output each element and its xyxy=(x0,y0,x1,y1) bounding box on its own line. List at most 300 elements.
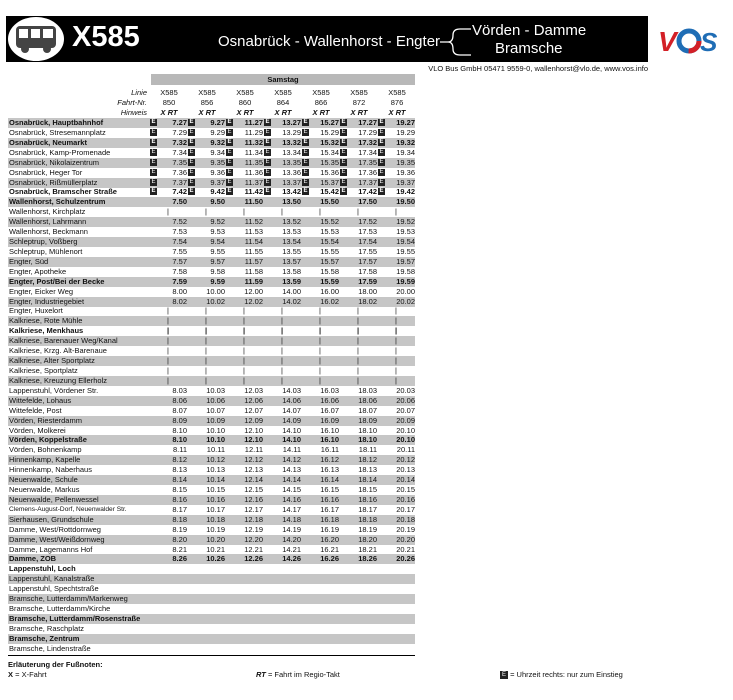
einstieg-icon: E xyxy=(227,138,232,145)
departure-time: 19.37 xyxy=(396,177,415,187)
stop-name: Engter, Apotheke xyxy=(9,266,67,276)
departure-time: 12.00 xyxy=(244,286,263,296)
table-row xyxy=(8,435,415,445)
einstieg-icon: E xyxy=(265,119,270,125)
departure-time: 10.10 xyxy=(206,425,225,435)
table-row xyxy=(8,217,415,227)
stop-name: Kalkriese, Rote Mühle xyxy=(9,316,83,326)
table-row xyxy=(8,168,415,178)
table-row xyxy=(8,336,415,346)
table-row xyxy=(8,187,415,197)
stop-name: Lappenstuhl, Loch xyxy=(9,564,76,574)
departure-time: | xyxy=(281,346,283,356)
stop-name: Vörden, Riesterdamm xyxy=(9,415,82,425)
departure-time: 14.26 xyxy=(282,554,301,564)
departure-time: 7.29 xyxy=(172,127,187,137)
departure-time: 12.21 xyxy=(244,544,263,554)
departure-time: 10.00 xyxy=(206,286,225,296)
stop-name: Osnabrück, Hauptbahnhof xyxy=(9,118,104,127)
hinweis-x-rt-icon: X RT xyxy=(274,108,292,117)
stop-name: Neuenwalde, Pellenwessel xyxy=(9,494,99,504)
stop-name: Vörden, Bohnenkamp xyxy=(9,445,82,455)
stop-name: Schleptrup, Mühlenort xyxy=(9,246,83,256)
stop-name: Wallenhorst, Schulzentrum xyxy=(9,197,106,207)
departure-time: 10.12 xyxy=(206,455,225,465)
stop-name: Wittefelde, Lohaus xyxy=(9,395,72,405)
stop-name: Wittefelde, Post xyxy=(9,405,62,415)
departure-time: 11.50 xyxy=(244,197,263,207)
table-row xyxy=(8,356,415,366)
table-row xyxy=(8,614,415,624)
departure-time: | xyxy=(319,346,321,356)
table-row xyxy=(8,178,415,188)
table-row xyxy=(8,426,415,436)
departure-time: 20.03 xyxy=(396,385,415,395)
table-row xyxy=(8,505,415,515)
table-row xyxy=(8,445,415,455)
departure-time: | xyxy=(166,326,170,336)
departure-time: 10.21 xyxy=(206,544,225,554)
departure-time: 9.55 xyxy=(210,246,225,256)
table-row xyxy=(8,535,415,545)
departure-time: 14.02 xyxy=(282,296,301,306)
departure-time: 12.17 xyxy=(244,504,263,514)
departure-time: 13.58 xyxy=(282,266,301,276)
departure-time: 12.19 xyxy=(244,524,263,534)
departure-time: 14.12 xyxy=(282,455,301,465)
einstieg-icon: E xyxy=(303,188,308,195)
departure-time: 9.42 xyxy=(210,187,225,197)
departure-time: | xyxy=(167,375,169,385)
departure-time: 17.34 xyxy=(358,147,377,157)
departure-time: 17.57 xyxy=(358,256,377,266)
einstieg-icon: E xyxy=(265,188,270,195)
table-row xyxy=(8,306,415,316)
departure-time: | xyxy=(395,375,397,385)
departure-time: 12.07 xyxy=(244,405,263,415)
departure-time: 12.18 xyxy=(244,514,263,524)
departure-time: 8.18 xyxy=(172,514,187,524)
departure-time: | xyxy=(243,316,245,326)
column-fahrt-nr: 866 xyxy=(314,98,328,107)
departure-time: 13.35 xyxy=(282,157,301,167)
departure-time: 12.12 xyxy=(244,455,263,465)
column-linie: X585 xyxy=(350,88,368,97)
einstieg-icon: E xyxy=(151,168,156,175)
departure-time: | xyxy=(167,356,169,366)
departure-time: 13.29 xyxy=(282,127,301,137)
table-row xyxy=(8,277,415,287)
table-row xyxy=(8,495,415,505)
departure-time: 20.20 xyxy=(396,534,415,544)
departure-time: 20.14 xyxy=(396,475,415,485)
einstieg-icon: E xyxy=(341,128,346,135)
departure-time: | xyxy=(319,356,321,366)
table-row xyxy=(8,406,415,416)
departure-time: 10.06 xyxy=(206,395,225,405)
departure-time: 10.20 xyxy=(206,534,225,544)
departure-time: 9.36 xyxy=(210,167,225,177)
departure-time: 18.20 xyxy=(358,534,377,544)
departure-time: 20.07 xyxy=(396,405,415,415)
departure-time: 12.20 xyxy=(244,534,263,544)
departure-time: 9.52 xyxy=(210,217,225,227)
departure-time: 20.09 xyxy=(396,415,415,425)
departure-time: 9.57 xyxy=(210,256,225,266)
departure-time: 13.42 xyxy=(282,187,301,197)
departure-time: 18.10 xyxy=(358,425,377,435)
departure-time: 18.19 xyxy=(358,524,377,534)
departure-time: | xyxy=(395,207,397,217)
departure-time: 10.03 xyxy=(206,385,225,395)
departure-time: 7.36 xyxy=(172,167,187,177)
departure-time: 13.32 xyxy=(282,137,301,147)
stop-name: Kalkriese, Menkhaus xyxy=(9,326,84,336)
departure-time: | xyxy=(205,306,207,316)
einstieg-icon: E xyxy=(303,168,308,175)
departure-time: 16.10 xyxy=(320,425,339,435)
stop-name: Engter, Süd xyxy=(9,256,49,266)
departure-time: 17.27 xyxy=(358,118,377,127)
departure-time: 9.27 xyxy=(210,118,225,127)
stop-name: Schleptrup, Voßberg xyxy=(9,237,78,247)
departure-time: 7.37 xyxy=(172,177,187,187)
departure-time: 18.10 xyxy=(358,435,377,445)
departure-time: 10.10 xyxy=(206,435,225,445)
departure-time: 17.29 xyxy=(358,127,377,137)
line-number: X585 xyxy=(72,21,140,53)
departure-time: 15.34 xyxy=(320,147,339,157)
departure-time: 13.50 xyxy=(282,197,301,207)
departure-time: 8.17 xyxy=(172,504,187,514)
departure-time: 13.59 xyxy=(282,276,301,286)
departure-time: 8.13 xyxy=(172,465,187,475)
einstieg-icon: E xyxy=(303,128,308,135)
column-linie: X585 xyxy=(198,88,216,97)
departure-time: 16.10 xyxy=(320,435,339,445)
footnote-x-text: = X-Fahrt xyxy=(15,670,47,679)
departure-time: 10.19 xyxy=(206,524,225,534)
departure-time: 9.54 xyxy=(210,237,225,247)
stop-name: Engter, Huxelort xyxy=(9,306,63,316)
departure-time: 8.15 xyxy=(172,485,187,495)
table-row xyxy=(8,386,415,396)
einstieg-icon: E xyxy=(379,119,384,125)
einstieg-icon: E xyxy=(227,188,232,195)
departure-time: 12.06 xyxy=(244,395,263,405)
table-row xyxy=(8,594,415,604)
einstieg-icon: E xyxy=(189,128,194,135)
departure-time: 19.42 xyxy=(396,187,415,197)
departure-time: | xyxy=(395,366,397,375)
departure-time: 10.18 xyxy=(206,514,225,524)
table-row xyxy=(8,624,415,634)
stop-name: Hinnenkamp, Naberhaus xyxy=(9,465,92,475)
einstieg-icon: E xyxy=(341,188,346,195)
stop-name: Sierhausen, Grundschule xyxy=(9,514,94,524)
stop-name: Osnabrück, Stresemannplatz xyxy=(9,127,106,137)
stop-name: Engter, Eicker Weg xyxy=(9,286,74,296)
departure-time: 8.19 xyxy=(172,524,187,534)
departure-time: 11.32 xyxy=(244,137,263,147)
departure-time: 9.59 xyxy=(210,276,225,286)
departure-time: 16.12 xyxy=(320,455,339,465)
departure-time: | xyxy=(205,356,207,366)
einstieg-icon: E xyxy=(303,119,308,125)
departure-time: 7.32 xyxy=(172,137,187,147)
hinweis-x-rt-icon: X RT xyxy=(350,108,368,117)
departure-time: 18.06 xyxy=(358,395,377,405)
departure-time: 8.09 xyxy=(172,415,187,425)
table-row xyxy=(8,604,415,614)
footnote-e-text: = Uhrzeit rechts: nur zum Einstieg xyxy=(510,670,623,679)
hinweis-x-rt-icon: X RT xyxy=(236,108,254,117)
departure-time: | xyxy=(281,336,283,346)
departure-time: 12.13 xyxy=(244,465,263,475)
column-fahrt-nr: 850 xyxy=(162,98,176,107)
departure-time: | xyxy=(357,346,359,356)
stop-name: Wallenhorst, Kirchplatz xyxy=(9,207,86,217)
departure-time: 17.59 xyxy=(358,276,377,286)
departure-time: 15.29 xyxy=(320,127,339,137)
table-row xyxy=(8,227,415,237)
einstieg-icon: E xyxy=(379,158,384,165)
departure-time: 8.10 xyxy=(172,425,187,435)
departure-time: 16.09 xyxy=(320,415,339,425)
table-row xyxy=(8,574,415,584)
table-row xyxy=(8,247,415,257)
departure-time: 13.57 xyxy=(282,256,301,266)
table-row xyxy=(8,485,415,495)
departure-time: 18.16 xyxy=(358,494,377,504)
table-row xyxy=(8,158,415,168)
einstieg-icon: E xyxy=(189,119,194,125)
einstieg-icon: E xyxy=(189,188,194,195)
departure-time: 14.06 xyxy=(282,395,301,405)
einstieg-icon: E xyxy=(379,128,384,135)
departure-time: 16.03 xyxy=(320,385,339,395)
departure-time: 20.02 xyxy=(396,296,415,306)
departure-time: | xyxy=(243,306,245,316)
einstieg-icon: E xyxy=(341,138,346,145)
departure-time: 7.57 xyxy=(172,256,187,266)
departure-time: 7.54 xyxy=(172,237,187,247)
departure-time: | xyxy=(357,356,359,366)
departure-time: 8.11 xyxy=(172,445,187,455)
departure-time: 11.55 xyxy=(244,246,263,256)
departure-time: 16.02 xyxy=(320,296,339,306)
departure-time: | xyxy=(242,326,246,336)
departure-time: 10.07 xyxy=(206,405,225,415)
einstieg-icon: E xyxy=(227,168,232,175)
departure-time: 18.09 xyxy=(358,415,377,425)
table-row xyxy=(8,257,415,267)
stop-name: Kalkriese, Alter Sportplatz xyxy=(9,356,95,366)
einstieg-icon: E xyxy=(341,158,346,165)
departure-time: 9.34 xyxy=(210,147,225,157)
departure-time: 7.59 xyxy=(172,276,187,286)
departure-time: 15.52 xyxy=(320,217,339,227)
departure-time: 13.53 xyxy=(282,227,301,237)
departure-time: 15.50 xyxy=(320,197,339,207)
departure-time: 7.52 xyxy=(172,217,187,227)
departure-time: 17.36 xyxy=(358,167,377,177)
departure-time: 7.53 xyxy=(172,227,187,237)
departure-time: | xyxy=(395,306,397,316)
departure-time: 10.02 xyxy=(206,296,225,306)
departure-time: 16.18 xyxy=(320,514,339,524)
departure-time: 13.54 xyxy=(282,237,301,247)
departure-time: 14.09 xyxy=(282,415,301,425)
stop-name: Osnabrück, Kamp-Promenade xyxy=(9,147,111,157)
stop-name: Osnabrück, Neumarkt xyxy=(9,137,87,147)
departure-time: 10.16 xyxy=(206,494,225,504)
departure-time: 18.21 xyxy=(358,544,377,554)
stop-name: Kalkriese, Krzg. Alt-Barenaue xyxy=(9,346,107,356)
departure-time: 20.16 xyxy=(396,494,415,504)
departure-time: | xyxy=(280,326,284,336)
departure-time: | xyxy=(243,356,245,366)
departure-time: 15.58 xyxy=(320,266,339,276)
departure-time: 14.15 xyxy=(282,485,301,495)
departure-time: 14.18 xyxy=(282,514,301,524)
departure-time: 15.36 xyxy=(320,167,339,177)
stop-name: Osnabrück, Bramscher Straße xyxy=(9,187,117,197)
stop-name: Kalkriese, Barenauer Weg/Kanal xyxy=(9,336,118,346)
departure-time: 12.03 xyxy=(244,385,263,395)
stop-name: Kalkriese, Kreuzung Ellerholz xyxy=(9,375,107,385)
departure-time: 15.35 xyxy=(320,157,339,167)
departure-time: 8.10 xyxy=(172,435,187,445)
departure-time: 19.34 xyxy=(396,147,415,157)
departure-time: | xyxy=(395,356,397,366)
departure-time: 16.20 xyxy=(320,534,339,544)
table-row xyxy=(8,138,415,148)
departure-time: 14.13 xyxy=(282,465,301,475)
table-row xyxy=(8,475,415,485)
departure-time: 16.11 xyxy=(320,445,339,455)
footnote-e xyxy=(500,670,623,679)
footnote-rt xyxy=(256,670,340,679)
stop-name: Lappenstuhl, Spechtstraße xyxy=(9,584,99,594)
hinweis-x-rt-icon: X RT xyxy=(198,108,216,117)
departure-time: 20.13 xyxy=(396,465,415,475)
contact-info: VLO Bus GmbH 05471 9559-0, wallenhorst@vlo.de, www.vos.info xyxy=(428,64,648,73)
departure-time: | xyxy=(243,366,245,375)
departure-time: 16.21 xyxy=(320,544,339,554)
departure-time: 18.02 xyxy=(358,296,377,306)
table-row xyxy=(8,118,415,128)
departure-time: | xyxy=(357,316,359,326)
stop-name: Osnabrück, Nikolaizentrum xyxy=(9,157,100,167)
departure-time: 10.26 xyxy=(206,554,225,564)
departure-time: 20.15 xyxy=(396,485,415,495)
fahrt-label: Fahrt-Nr. xyxy=(117,98,147,107)
departure-time: 15.42 xyxy=(320,187,339,197)
einstieg-icon: E xyxy=(151,158,156,165)
departure-time: 13.36 xyxy=(282,167,301,177)
departure-time: 19.55 xyxy=(396,246,415,256)
departure-time: 16.16 xyxy=(320,494,339,504)
linie-label: Linie xyxy=(131,88,147,97)
departure-time: 20.26 xyxy=(396,554,415,564)
table-bottom-rule xyxy=(8,655,415,656)
departure-time: | xyxy=(394,326,398,336)
stop-name: Neuenwalde, Markus xyxy=(9,485,80,495)
departure-time: | xyxy=(204,326,208,336)
table-row xyxy=(8,396,415,406)
departure-time: 10.15 xyxy=(206,485,225,495)
einstieg-icon: E xyxy=(303,148,308,155)
departure-time: 14.11 xyxy=(282,445,301,455)
departure-time: 18.18 xyxy=(358,514,377,524)
departure-time: | xyxy=(167,336,169,346)
departure-time: 19.50 xyxy=(396,197,415,207)
einstieg-icon: E xyxy=(189,148,194,155)
departure-time: 19.36 xyxy=(396,167,415,177)
departure-time: 10.13 xyxy=(206,465,225,475)
departure-time: 12.16 xyxy=(244,494,263,504)
einstieg-icon: E xyxy=(151,188,156,195)
einstieg-icon: E xyxy=(151,138,156,145)
departure-time: 11.54 xyxy=(244,237,263,247)
einstieg-icon: E xyxy=(189,168,194,175)
departure-time: 18.11 xyxy=(358,445,377,455)
departure-time: 19.32 xyxy=(396,137,415,147)
departure-time: 7.55 xyxy=(172,246,187,256)
einstieg-icon: E xyxy=(189,178,194,185)
hinweis-label: Hinweis xyxy=(120,108,147,117)
departure-time: 16.15 xyxy=(320,485,339,495)
departure-time: | xyxy=(243,346,245,356)
departure-time: | xyxy=(205,375,207,385)
departure-time: 9.58 xyxy=(210,266,225,276)
column-linie: X585 xyxy=(236,88,254,97)
departure-time: 11.29 xyxy=(244,127,263,137)
column-linie: X585 xyxy=(388,88,406,97)
table-row xyxy=(8,326,415,336)
departure-time: 20.19 xyxy=(396,524,415,534)
departure-time: 9.50 xyxy=(210,197,225,207)
departure-time: 8.16 xyxy=(172,494,187,504)
departure-time: 19.53 xyxy=(396,227,415,237)
departure-time: 16.07 xyxy=(320,405,339,415)
stop-name: Engter, Industriegebiet xyxy=(9,296,85,306)
stop-name: Neuenwalde, Schule xyxy=(9,475,78,485)
departure-time: 17.37 xyxy=(358,177,377,187)
footnote-x xyxy=(8,670,47,679)
departure-time: 20.17 xyxy=(396,504,415,514)
departure-time: 12.14 xyxy=(244,475,263,485)
departure-time: | xyxy=(243,375,245,385)
einstieg-icon: E xyxy=(265,158,270,165)
departure-time: 16.00 xyxy=(320,286,339,296)
departure-time: 20.10 xyxy=(396,435,415,445)
departure-time: | xyxy=(281,207,283,217)
departure-time: 15.55 xyxy=(320,246,339,256)
table-row xyxy=(8,515,415,525)
departure-time: 8.03 xyxy=(172,385,187,395)
table-row xyxy=(8,416,415,426)
departure-time: 14.19 xyxy=(282,524,301,534)
einstieg-icon: E xyxy=(265,128,270,135)
footnote-rt-text: = Fahrt im Regio-Takt xyxy=(267,670,340,679)
einstieg-icon: E xyxy=(379,168,384,175)
departure-time: 18.00 xyxy=(358,286,377,296)
table-row xyxy=(8,584,415,594)
departure-time: 13.52 xyxy=(282,217,301,227)
einstieg-icon: E xyxy=(501,672,506,679)
